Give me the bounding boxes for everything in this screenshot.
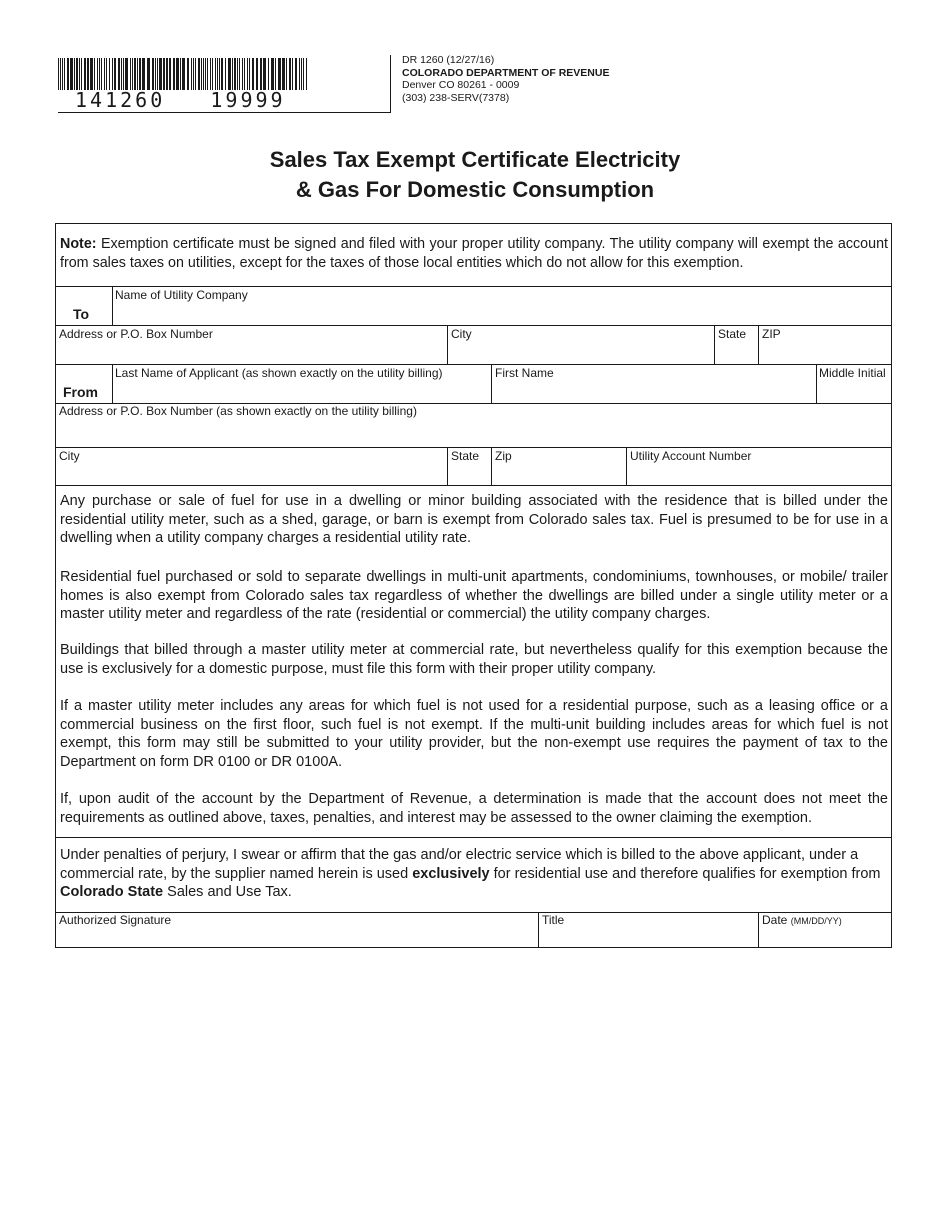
note-text (60, 235, 888, 272)
form-id: DR 1260 (12/27/16) (402, 54, 495, 66)
date-label-text: Date (762, 913, 788, 927)
to-city-label: City (451, 327, 472, 341)
barcode (58, 58, 310, 90)
middle-initial-field[interactable] (817, 381, 891, 403)
perjury-text-3: Sales and Use Tax. (163, 884, 292, 900)
from-heading: From (63, 384, 98, 400)
from-address-row (56, 403, 891, 447)
first-name-label: First Name (495, 366, 554, 380)
date-label (762, 913, 842, 928)
first-name-field[interactable] (492, 381, 815, 403)
last-name-label: Last Name of Applicant (as shown exactly on the utility billing) (115, 366, 443, 380)
explanation-section (56, 485, 891, 837)
from-zip-label: Zip (495, 449, 512, 463)
title-field[interactable] (539, 928, 758, 947)
from-city-field[interactable] (56, 464, 446, 485)
account-number-label: Utility Account Number (630, 449, 752, 463)
paragraph-5: If, upon audit of the account by the Department of Revenue, a determination is made that the account does not meet the requirements as outlined above, taxes, penalties, and interest may be assessed to the owner claiming the exemption. (60, 791, 888, 826)
title-line-2: & Gas For Domestic Consumption (295, 177, 655, 202)
from-address-label: Address or P.O. Box Number (as shown exactly on the utility billing) (59, 404, 417, 418)
perjury-section (56, 837, 891, 912)
utility-company-field[interactable] (113, 303, 891, 325)
exemption-form (55, 223, 892, 948)
account-number-field[interactable] (627, 464, 891, 485)
department-info (402, 54, 609, 104)
barcode-number: 141260 19999 (75, 88, 286, 112)
from-state-field[interactable] (448, 464, 490, 485)
department-name: COLORADO DEPARTMENT OF REVENUE (402, 66, 610, 79)
to-address-row (56, 325, 891, 364)
from-city-label: City (59, 449, 80, 463)
utility-company-label: Name of Utility Company (115, 288, 248, 302)
to-zip-field[interactable] (759, 342, 891, 364)
header-divider (390, 55, 391, 112)
perjury-text-1: Under penalties of perjury, I swear or affirm that the gas and/or electric service which is billed to the above applicant, under a commercial rate, by the supplier named herein is used (60, 847, 859, 882)
page-title (0, 145, 950, 205)
title-label: Title (542, 913, 565, 927)
paragraph-4: If a master utility meter includes any areas for which fuel is not used for a residential purpose, such as a leasing office or a commercial business on the first floor, such fuel is not exempt. If the multi-unit building includes areas for which fuel is not exempt, this form may still be submitted to your utility provider, but the non-exempt use requires the payment of tax to the Department on form DR 0100 or DR 0100A. (60, 698, 888, 770)
date-field[interactable] (759, 928, 891, 947)
perjury-text-2: for residential use and therefore qualifies for exemption from (489, 865, 881, 882)
department-address: Denver CO 80261 - 0009 (402, 79, 520, 91)
to-zip-label: ZIP (762, 327, 781, 341)
note-section (56, 224, 891, 286)
from-city-row (56, 447, 891, 485)
to-address-field[interactable] (56, 342, 446, 364)
to-state-field[interactable] (715, 342, 758, 364)
to-heading: To (73, 306, 90, 322)
title-line-1: Sales Tax Exempt Certificate Electricity (269, 147, 681, 172)
to-address-label: Address or P.O. Box Number (59, 327, 213, 341)
to-city-field[interactable] (448, 342, 714, 364)
to-state-label: State (718, 327, 747, 341)
signature-row (56, 912, 891, 947)
last-name-field[interactable] (113, 381, 490, 403)
date-format-hint: (MM/DD/YY) (790, 916, 842, 926)
from-name-row (56, 364, 891, 403)
to-row (56, 286, 891, 325)
middle-initial-label: Middle Initial (819, 366, 886, 380)
perjury-statement (60, 846, 888, 902)
signature-label: Authorized Signature (59, 913, 172, 927)
paragraph-1: Any purchase or sale of fuel for use in a dwelling or minor building associated with the residence that is billed under the residential utility meter, such as a shed, garage, or barn is exempt from Colorado sales tax. Fuel is presumed to be for use in a dwelling when a utility company charges a residential utility rate. (60, 493, 888, 546)
paragraph-2: Residential fuel purchased or sold to separate dwellings in multi-unit apartments, condominiums, townhouses, or mobile/ trailer homes is also exempt from Colorado sales tax regardless of whether the dwellings are billed under a single utility meter or a master utility meter and regardless of the rate (residential or commercial) the utility company charges. (60, 569, 888, 622)
perjury-bold-1: exclusively (412, 865, 490, 882)
note-label: Note: (60, 236, 97, 252)
from-state-label: State (451, 449, 480, 463)
signature-field[interactable] (56, 928, 538, 947)
note-body: Exemption certificate must be signed and filed with your proper utility company. The utility company will exempt the account from sales taxes on utilities, except for the taxes of those local entities which do not allow for this exemption. (60, 236, 888, 271)
from-address-field[interactable] (56, 420, 891, 447)
from-zip-field[interactable] (492, 464, 626, 485)
perjury-bold-2: Colorado State (60, 884, 164, 900)
header-rule (58, 112, 391, 113)
paragraph-3: Buildings that billed through a master utility meter at commercial rate, but nevertheless qualify for this exemption because the use is exclusively for a domestic purpose, must file this form with their proper utility company. (60, 642, 888, 677)
department-phone: (303) 238-SERV(7378) (402, 91, 510, 104)
